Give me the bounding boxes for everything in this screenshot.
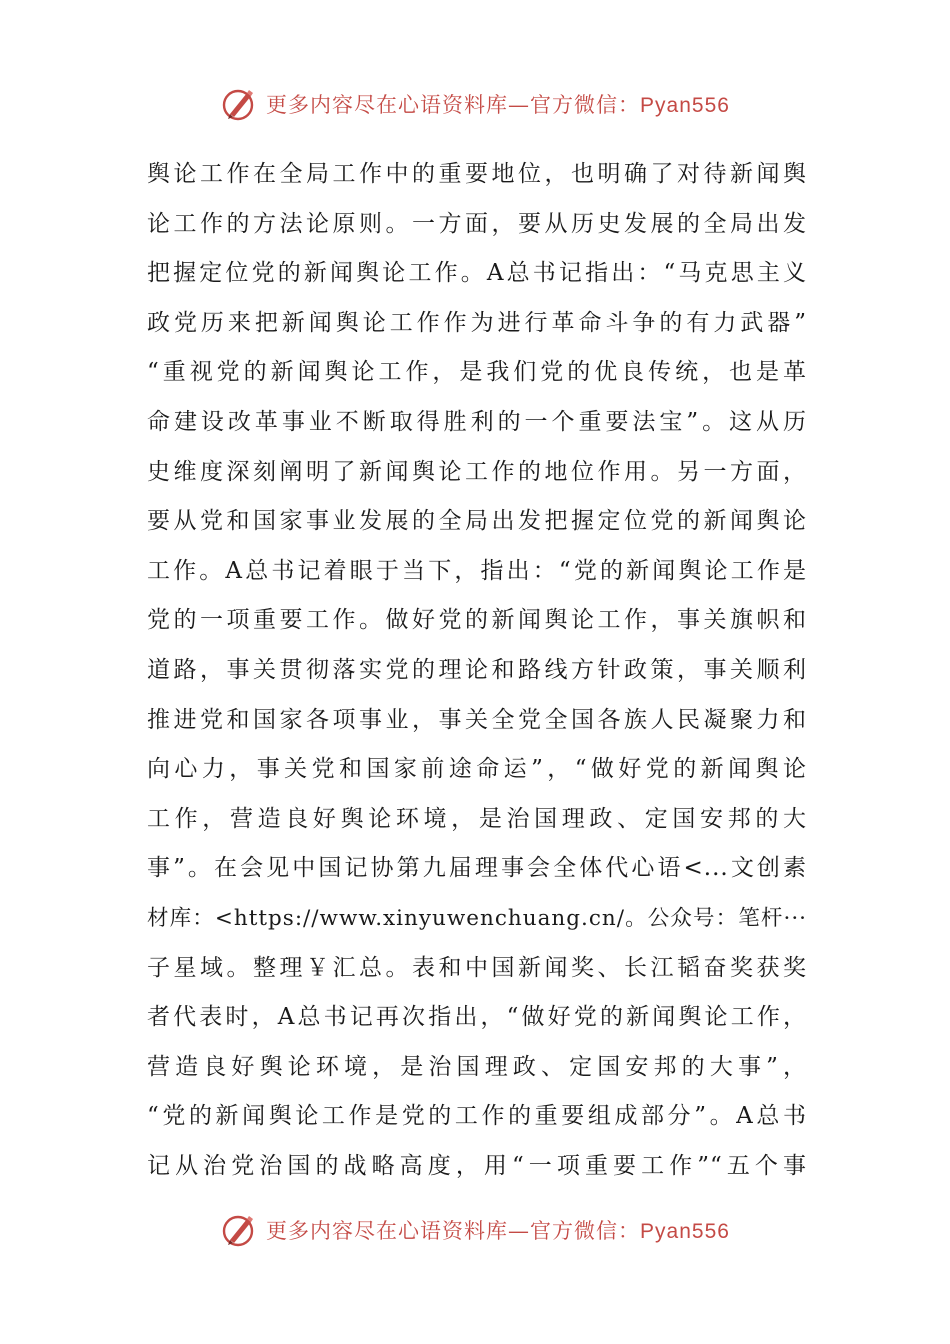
text-line: “重视党的新闻舆论工作，是我们党的优良传统，也是革	[147, 359, 807, 386]
text-line: “党的新闻舆论工作是党的工作的重要组成部分”。A总书	[147, 1103, 807, 1130]
text-line: 营造良好舆论环境，是治国理政、定国安邦的大事”，	[147, 1053, 807, 1080]
text-line: 要从党和国家事业发展的全局出发把握定位党的新闻舆论	[147, 508, 807, 535]
document-body	[147, 150, 807, 1191]
text-line: 党的一项重要工作。做好党的新闻舆论工作，事关旗帜和	[147, 607, 807, 634]
footer-watermark	[0, 1208, 950, 1252]
text-line: 把握定位党的新闻舆论工作。A总书记指出：“马克思主义	[147, 260, 807, 287]
wechat-id: Pyan556	[640, 94, 730, 117]
text-line: 政党历来把新闻舆论工作作为进行革命斗争的有力武器”	[147, 309, 807, 336]
text-line: 工作。A总书记着眼于当下，指出：“党的新闻舆论工作是	[147, 557, 807, 584]
watermark-text: 更多内容尽在心语资料库—官方微信：Pyan556	[266, 1219, 730, 1243]
text-line: 事”。在会见中国记协第九届理事会全体代心语<...文创素	[147, 855, 807, 882]
text-line: 命建设改革事业不断取得胜利的一个重要法宝”。这从历	[147, 408, 807, 435]
header-watermark	[0, 82, 950, 126]
text-line: 子星域。整理￥汇总。表和中国新闻奖、长江韬奋奖获奖	[147, 954, 807, 981]
text-line: 材库：<https://www.xinyuwenchuang.cn/。公众号：笔杆···	[147, 905, 807, 931]
text-line: 推进党和国家各项事业，事关全党全国各族人民凝聚力和	[147, 706, 807, 733]
text-line: 舆论工作在全局工作中的重要地位，也明确了对待新闻舆	[147, 161, 807, 187]
pen-circle-logo-icon	[220, 1210, 260, 1250]
text-line: 论工作的方法论原则。一方面，要从历史发展的全局出发	[147, 210, 807, 237]
text-line: 记从治党治国的战略高度，用“一项重要工作”“五个事	[147, 1152, 807, 1179]
text-line: 史维度深刻阐明了新闻舆论工作的地位作用。另一方面，	[147, 458, 807, 485]
text-line: 者代表时，A总书记再次指出，“做好党的新闻舆论工作，	[147, 1004, 807, 1031]
text-line: 向心力，事关党和国家前途命运”，“做好党的新闻舆论	[147, 756, 807, 783]
wechat-id: Pyan556	[640, 1220, 730, 1243]
text-line: 道路，事关贯彻落实党的理论和路线方针政策，事关顺利	[147, 656, 807, 683]
pen-circle-logo-icon	[220, 84, 260, 124]
watermark-text: 更多内容尽在心语资料库—官方微信：Pyan556	[266, 93, 730, 117]
text-line: 工作，营造良好舆论环境，是治国理政、定国安邦的大	[147, 805, 807, 832]
